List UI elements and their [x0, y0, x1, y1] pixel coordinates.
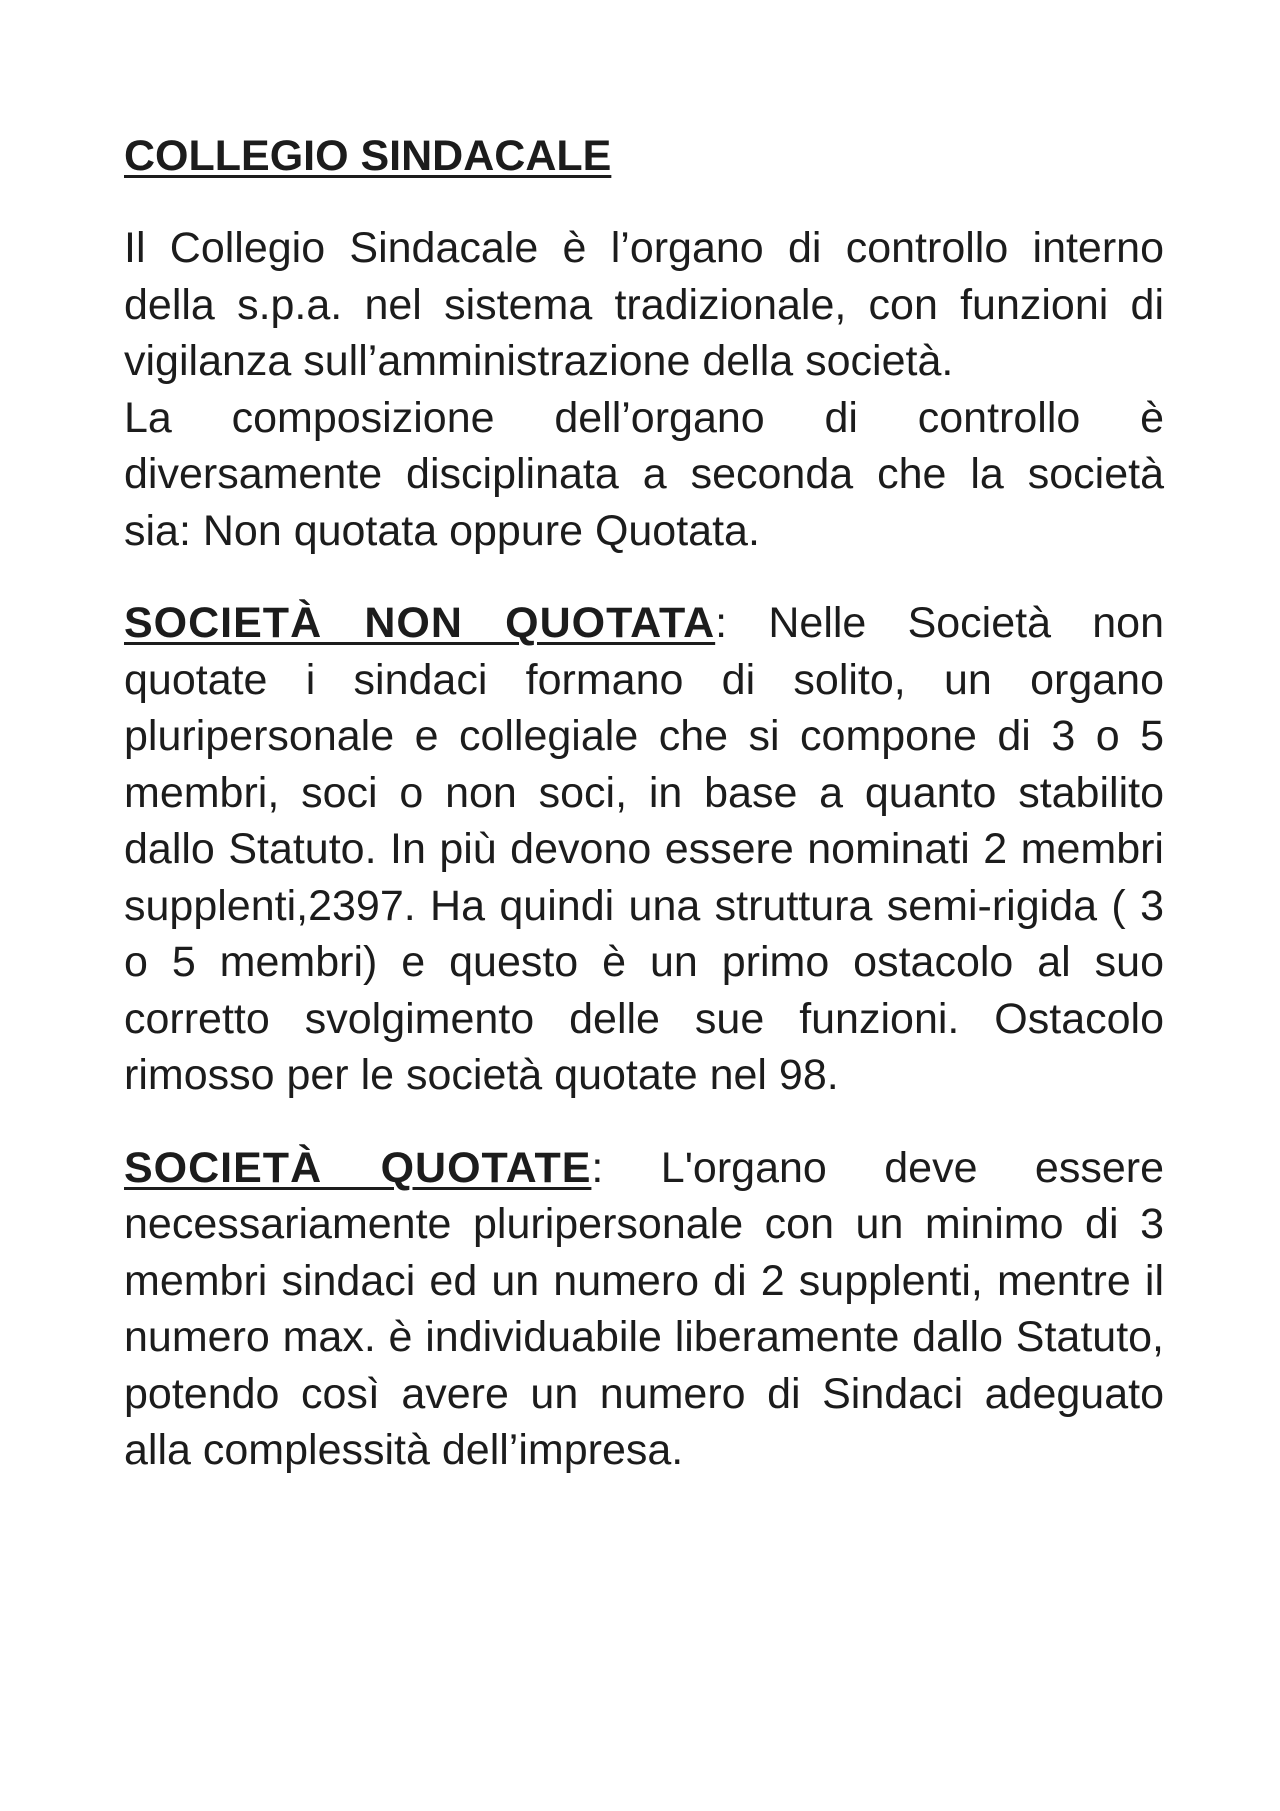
document-title: COLLEGIO SINDACALE — [124, 132, 612, 180]
quotate-text: L'organo deve essere necessariamente pluripersonale con un minimo di 3 membri sindaci ed un numero di 2 supplenti, mentre il numero max. è individuabile liberamente dallo Statuto, potendo così avere un numero di Sindaci adeguato alla complessità dell’impresa. — [124, 1143, 1164, 1474]
quotate-separator: : — [591, 1143, 604, 1192]
non-quotata-paragraph — [124, 595, 1164, 1104]
document-page — [124, 128, 1164, 1515]
quotate-heading: SOCIETÀ QUOTATE — [124, 1143, 592, 1192]
non-quotata-section — [124, 595, 1164, 1104]
quotate-paragraph — [124, 1140, 1164, 1479]
non-quotata-text: Nelle Società non quotate i sindaci formano di solito, un organo pluripersonale e collegiale che si compone di 3 o 5 membri, soci o non soci, in base a quanto stabilito dallo Statuto. In più devono essere nominati 2 membri supplenti,2397. Ha quindi una struttura semi-rigida ( 3 o 5 membri) e questo è un primo ostacolo al suo corretto svolgimento delle sue funzioni. Ostacolo rimosso per le società quotate nel 98. — [124, 599, 1164, 1099]
intro-paragraph-1: Il Collegio Sindacale è l’organo di controllo interno della s.p.a. nel sistema tradizionale, con funzioni di vigilanza sull’amministrazione della società. — [124, 224, 1164, 385]
intro-paragraph-2: La composizione dell’organo di controllo è diversamente disciplinata a seconda che la società sia: Non quotata oppure Quotata. — [124, 393, 1164, 555]
intro-section — [124, 220, 1164, 559]
non-quotata-separator: : — [715, 599, 728, 647]
quotate-section — [124, 1140, 1164, 1479]
non-quotata-heading: SOCIETÀ NON QUOTATA — [124, 599, 716, 647]
